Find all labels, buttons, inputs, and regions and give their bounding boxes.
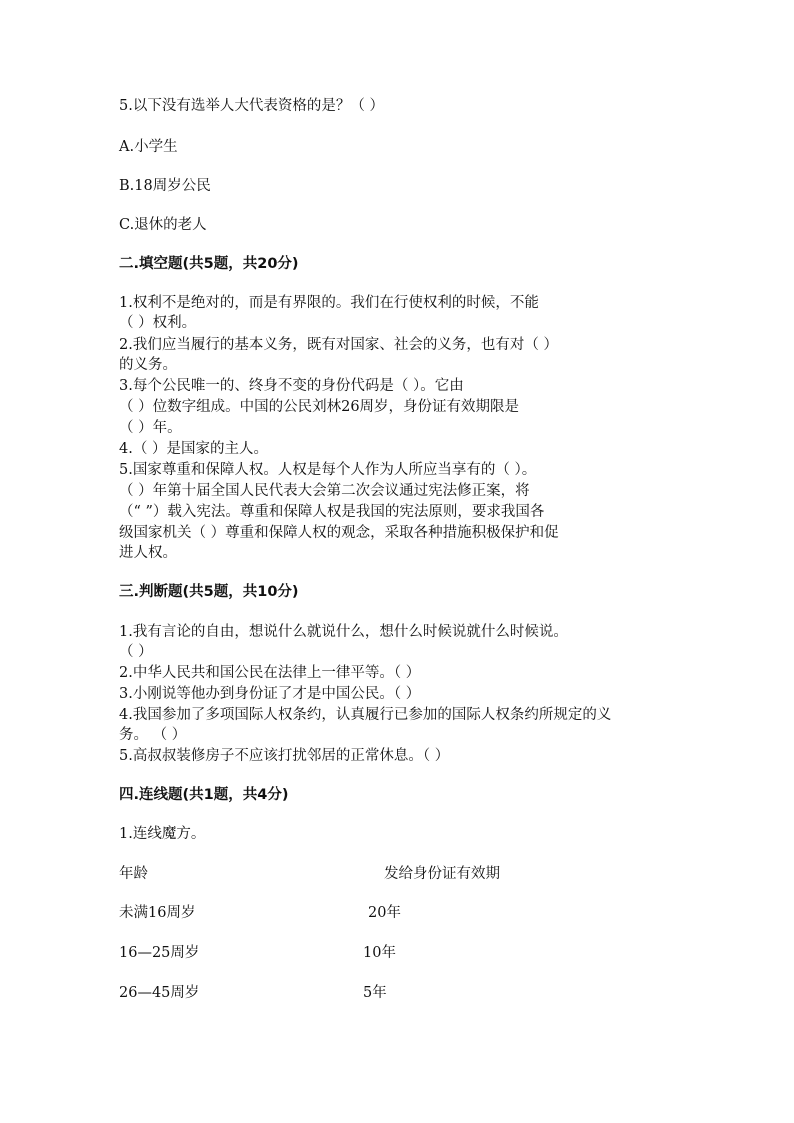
- fill-line: 2.我们应当履行的基本义务，既有对国家、社会的义务，也有对（ ）: [119, 337, 558, 353]
- match-right-item: 5年: [363, 985, 387, 1001]
- judge-line: 5.高叔叔装修房子不应该打扰邻居的正常休息。（ ）: [119, 748, 450, 764]
- judge-line: 务。 （ ）: [119, 727, 187, 743]
- fill-line: 5.国家尊重和保障人权。人权是每个人作为人所应当享有的（ ）。: [119, 462, 537, 478]
- match-left-header: 年龄: [119, 866, 148, 882]
- match-left-item: 26—45周岁: [119, 985, 200, 1001]
- match-right-item: 10年: [363, 945, 396, 961]
- q5-option-c: C.退休的老人: [119, 217, 207, 233]
- fill-line: 3.每个公民唯一的、终身不变的身份代码是（ ）。它由: [119, 378, 464, 394]
- fill-line: （ ）权利。: [119, 315, 197, 331]
- match-question: 1.连线魔方。: [119, 826, 206, 842]
- fill-line: （ ）年第十届全国人民代表大会第二次会议通过宪法修正案，将: [119, 483, 530, 499]
- q5-option-b: B.18周岁公民: [119, 178, 211, 194]
- fill-line: （“ ”）载入宪法。尊重和保障人权是我国的宪法原则，要求我国各: [119, 504, 545, 520]
- match-left-item: 16—25周岁: [119, 945, 200, 961]
- judge-line: 2.中华人民共和国公民在法律上一律平等。（ ）: [119, 665, 421, 681]
- section3-title: 三.判断题(共5题，共10分): [119, 584, 299, 600]
- section2-title: 二.填空题(共5题，共20分): [119, 256, 299, 272]
- fill-line: 4.（ ）是国家的主人。: [119, 441, 268, 457]
- judge-line: （ ）: [119, 644, 153, 660]
- judge-line: 3.小刚说等他办到身份证了才是中国公民。（ ）: [119, 686, 421, 702]
- fill-line: 级国家机关（ ）尊重和保障人权的观念，采取各种措施积极保护和促: [119, 525, 559, 541]
- q5-option-a: A.小学生: [119, 139, 178, 155]
- q5-stem: 5.以下没有选举人大代表资格的是？（ ）: [119, 98, 384, 114]
- fill-line: （ ）年。: [119, 420, 182, 436]
- match-right-header: 发给身份证有效期: [384, 866, 500, 882]
- judge-line: 1.我有言论的自由，想说什么就说什么，想什么时候说就什么时候说。: [119, 624, 568, 640]
- match-left-item: 未满16周岁: [119, 905, 196, 921]
- fill-line: 进人权。: [119, 545, 177, 561]
- match-right-item: 20年: [368, 905, 401, 921]
- section4-title: 四.连线题(共1题，共4分): [119, 787, 289, 803]
- fill-line: 1.权利不是绝对的，而是有界限的。我们在行使权利的时候，不能: [119, 295, 539, 311]
- judge-line: 4.我国参加了多项国际人权条约，认真履行已参加的国际人权条约所规定的义: [119, 707, 612, 723]
- fill-line: （ ）位数字组成。中国的公民刘林26周岁，身份证有效期限是: [119, 399, 520, 415]
- fill-line: 的义务。: [119, 357, 177, 373]
